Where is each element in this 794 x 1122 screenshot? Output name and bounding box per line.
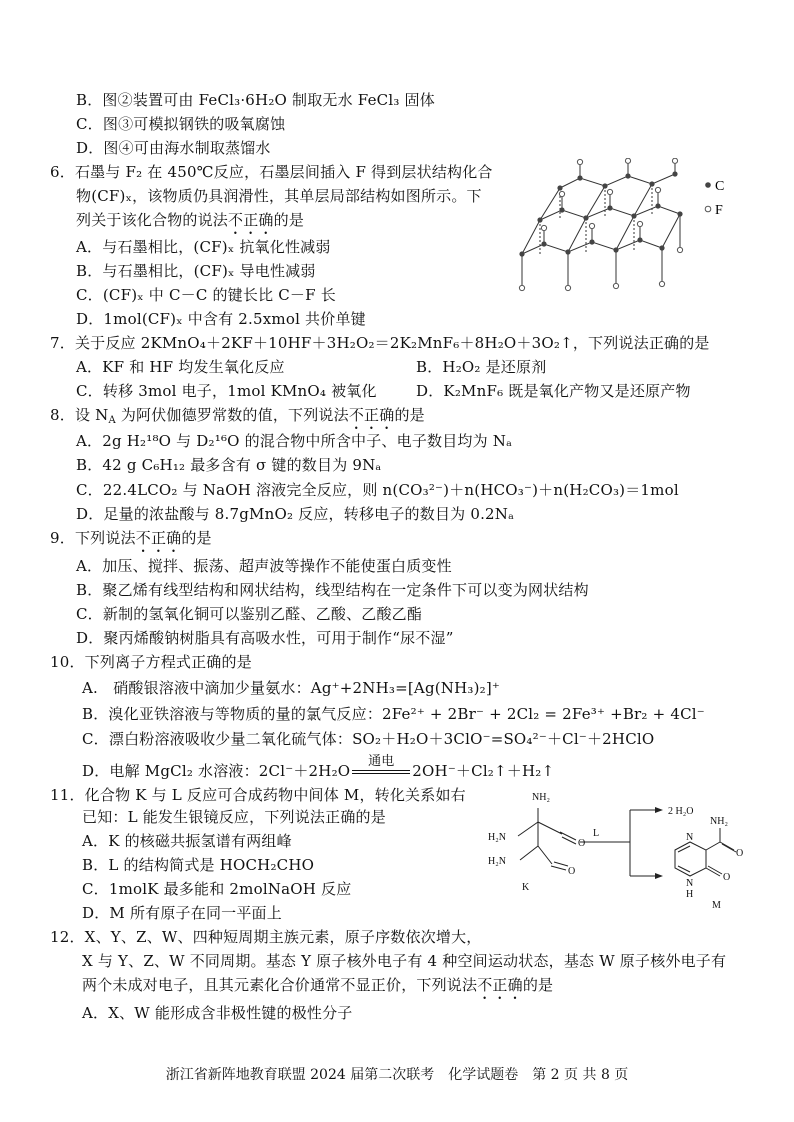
m-nitrogen-bottom: N: [686, 878, 694, 889]
q12-stem-line2: X 与 Y、Z、W 不同周期。基态 Y 原子核外电子有 4 种空间运动状态，基态 W 原子核外电子有: [82, 952, 727, 970]
q7-option-b: B．H₂O₂ 是还原剂: [416, 358, 547, 376]
q6-option-b: B．与石墨相比，(CF)ₓ 导电性减弱: [76, 262, 316, 280]
electrolysis-arrow: [352, 754, 410, 781]
q5-option-b: B．图②装置可由 FeCl₃·6H₂O 制取无水 FeCl₃ 固体: [76, 91, 435, 109]
m-nh2: NH₂: [710, 816, 728, 827]
q8-option-c: C．22.4LCO₂ 与 NaOH 溶液完全反应，则 n(CO₃²⁻)＋n(HCO₃⁻)＋n(H₂CO₃)＝1mol: [76, 481, 679, 499]
q6-stem-line3: 列关于该化合物的说法不正确的是: [76, 211, 305, 229]
page-footer: 浙江省新阵地教育联盟 2024 届第二次联考 化学试题卷 第 2 页 共 8 页: [165, 1067, 629, 1083]
emphasis-not-correct: 不正确: [228, 211, 274, 229]
legend-carbon-label: C: [715, 179, 725, 194]
q10-option-a: A. 硝酸银溶液中滴加少量氨水：Ag⁺+2NH₃=[Ag(NH₃)₂]⁺: [82, 679, 501, 697]
electrolysis-condition: 通电: [368, 754, 395, 769]
q11-stem-line2: 已知：L 能发生银镜反应，下列说法正确的是: [82, 808, 386, 826]
q11-option-c: C．1molK 最多能和 2molNaOH 反应: [82, 880, 352, 898]
q11-option-a: A．K 的核磁共振氢谱有两组峰: [82, 832, 292, 850]
k-oxygen-1: O: [578, 838, 586, 849]
q10-option-c: C．漂白粉溶液吸收少量二氧化硫气体：SO₂＋H₂O＋3ClO⁻=SO₄²⁻＋Cl⁻＋2HClO: [82, 730, 655, 748]
q6-stem-line2: 物(CF)ₓ，该物质仍具润滑性，其单层局部结构如图所示。下: [76, 187, 482, 205]
q10-option-d: D．电解 MgCl₂ 水溶液：2Cl⁻＋2H₂O 通电 2OH⁻＋Cl₂↑＋H₂↑: [82, 754, 555, 780]
k-label: K: [522, 882, 530, 893]
q9-option-b: B．聚乙烯有线型结构和网状结构，线型结构在一定条件下可以变为网状结构: [76, 581, 589, 599]
legend-carbon-marker: [705, 182, 711, 188]
q8-stem: 8．设 $N_A$ 为阿伏伽德罗常数的值，下列说法不正确的是: [50, 406, 425, 426]
m-oxygen-1: O: [736, 848, 744, 859]
q11-reaction-scheme: [480, 780, 770, 930]
emphasis-not-correct: 不正确: [348, 406, 395, 424]
q9-option-a: A．加压、搅拌、振荡、超声波等操作不能使蛋白质变性: [76, 557, 452, 575]
k-nh2-top: NH₂: [532, 792, 550, 803]
q11-option-b: B．L 的结构简式是 HOCH₂CHO: [82, 856, 315, 874]
q8-option-d: D．足量的浓盐酸与 8.7gMnO₂ 反应，转移电子的数目为 0.2Nₐ: [76, 505, 515, 523]
q7-option-c: C．转移 3mol 电子，1mol KMnO₄ 被氧化: [76, 382, 377, 400]
q12-stem-line3: 两个未成对电子，且其元素化合价通常不显正价，下列说法不正确的是: [82, 976, 554, 994]
m-hydrogen: H: [686, 889, 694, 900]
cf-layer-structure-figure: [510, 158, 740, 303]
q5-option-d: D．图④可由海水制取蒸馏水: [76, 139, 271, 157]
m-oxygen-2: O: [723, 872, 731, 883]
q12-option-a: A．X、W 能形成含非极性键的极性分子: [82, 1004, 353, 1022]
q8-option-b: B．42 g C₆H₁₂ 最多含有 σ 键的数目为 9Nₐ: [76, 456, 382, 474]
m-nitrogen-top: N: [686, 832, 694, 843]
q6-option-d: D．1mol(CF)ₓ 中含有 2.5xmol 共价单键: [76, 310, 366, 328]
emphasis-not-correct: 不正确: [135, 529, 182, 547]
q9-option-d: D．聚丙烯酸钠树脂具有高吸水性，可用于制作“尿不湿”: [76, 629, 454, 647]
emphasis-not-correct: 不正确: [477, 976, 523, 994]
q7-stem: 7．关于反应 2KMnO₄＋2KF＋10HF＋3H₂O₂＝2K₂MnF₆＋8H₂O＋3O₂↑，下列说法正确的是: [50, 334, 710, 352]
legend-fluorine-label: F: [715, 203, 723, 218]
q11-stem-line1: 11．化合物 K 与 L 反应可合成药物中间体 M，转化关系如右: [50, 786, 466, 804]
byproduct-water: 2 H₂O: [668, 806, 694, 817]
legend-fluorine-marker: [705, 206, 711, 212]
q6-option-a: A．与石墨相比，(CF)ₓ 抗氧化性减弱: [76, 238, 331, 256]
q11-option-d: D．M 所有原子在同一平面上: [82, 904, 282, 922]
q8-option-a: A．2g H₂¹⁸O 与 D₂¹⁶O 的混合物中所含中子、电子数目均为 Nₐ: [76, 432, 513, 450]
q6-stem-line1: 6．石墨与 F₂ 在 450℃反应，石墨层间插入 F 得到层状结构化合: [50, 163, 493, 181]
q12-stem-line1: 12．X、Y、Z、W、四种短周期主族元素，原子序数依次增大，: [50, 928, 482, 946]
q10-option-b: B．溴化亚铁溶液与等物质的量的氯气反应：2Fe²⁺ + 2Br⁻ + 2Cl₂ = 2Fe³⁺ +Br₂ + 4Cl⁻: [82, 705, 705, 723]
q10-stem: 10．下列离子方程式正确的是: [50, 653, 252, 671]
m-label: M: [712, 900, 721, 911]
k-h2n-left: H₂N: [488, 832, 506, 843]
q5-option-c: C．图③可模拟钢铁的吸氧腐蚀: [76, 115, 286, 133]
k-h2n-bottom: H₂N: [488, 856, 506, 867]
q9-option-c: C．新制的氢氧化铜可以鉴别乙醛、乙酸、乙酸乙酯: [76, 605, 423, 623]
q7-option-d: D．K₂MnF₆ 既是氧化产物又是还原产物: [416, 382, 691, 400]
reagent-l-label: L: [593, 828, 600, 839]
q9-stem: 9．下列说法不正确的是: [50, 529, 212, 547]
q6-option-c: C．(CF)ₓ 中 C－C 的键长比 C－F 长: [76, 286, 336, 304]
k-oxygen-2: O: [568, 866, 576, 877]
q7-option-a: A．KF 和 HF 均发生氧化反应: [76, 358, 285, 376]
